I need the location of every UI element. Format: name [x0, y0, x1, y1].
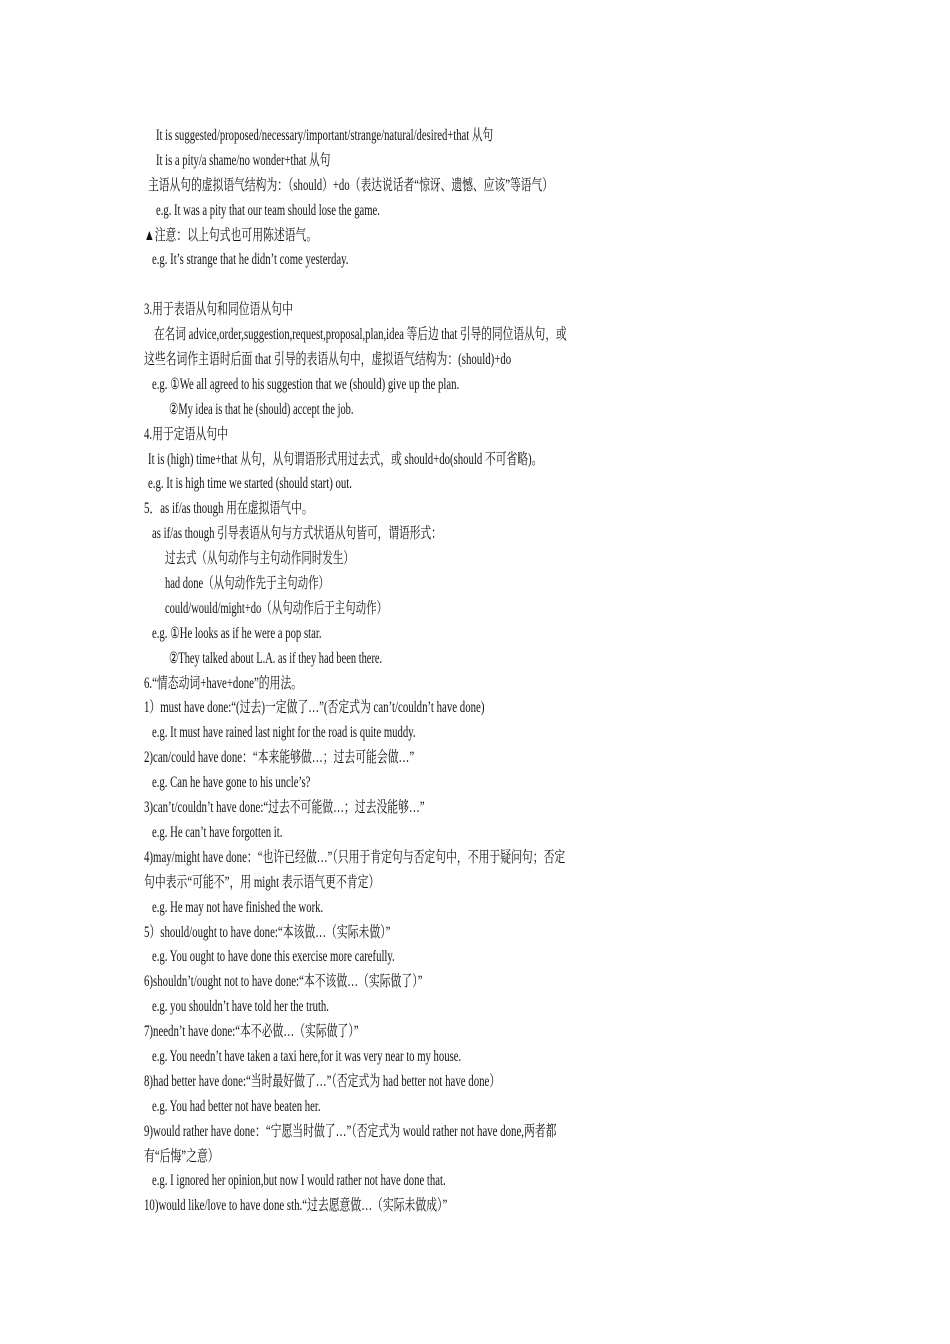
rule-line: 9)would rather have done：“宁愿当时做了…”（否定式为 would rather not have done,两者都 [144, 1122, 557, 1140]
rule-line: 3)can’t/couldn’t have done:“过去不可能做…；过去没能够…” [144, 799, 425, 817]
rule-line: 1）must have done:“(过去)一定做了…”(否定式为 can’t/couldn’t have done) [144, 699, 485, 717]
rule-line: 8)had better have done:“当时最好做了…”（否定式为 had better not have done） [144, 1072, 501, 1090]
text-line: 主语从句的虚拟语气结构为：（should）+do（表达说话者“惊讶、遗憾、应该”等语气） [148, 176, 554, 194]
rule-line: 5）should/ought to have done:“本该做…（实际未做）” [144, 923, 391, 941]
example-line: e.g. You had better not have beaten her. [152, 1097, 321, 1115]
rule-line: 4)may/might have done：“也许已经做…”（只用于肯定句与否定句中，不用于疑问句；否定 [144, 848, 566, 866]
text-line: had done（从句动作先于主句动作） [165, 575, 330, 593]
example-line: e.g. It is high time we started (should start) out. [148, 475, 352, 493]
example-line: e.g. He can’t have forgotten it. [152, 823, 283, 841]
example-line: e.g. Can he have gone to his uncle’s? [152, 774, 311, 792]
blank-line [0, 273, 950, 298]
example-line: e.g. I ignored her opinion,but now I would rather not have done that. [152, 1172, 446, 1190]
example-line: ②They talked about L.A. as if they had been there. [169, 649, 383, 667]
text-line: It is suggested/proposed/necessary/important/strange/natural/desired+that 从句 [156, 127, 494, 144]
rule-line: 10)would like/love to have done sth.“过去愿意做…（实际未做成）” [144, 1197, 448, 1215]
text-line: as if/as though 引导表语从句与方式状语从句皆可，谓语形式： [152, 525, 442, 543]
example-line: e.g. You needn’t have taken a taxi here,for it was very near to my house. [152, 1047, 462, 1065]
document-page [0, 124, 950, 1219]
text-line: It is (high) time+that 从句，从句谓语形式用过去式，或 should+do(should 不可省略)。 [148, 450, 543, 468]
rule-line: 6)shouldn’t/ought not to have done:“本不该做…（实际做了）” [144, 973, 423, 991]
example-line: e.g. You ought to have done this exercise more carefully. [152, 948, 395, 966]
example-line: e.g. you shouldn’t have told her the truth. [152, 998, 329, 1016]
example-line: e.g. ①We all agreed to his suggestion that we (should) give up the plan. [152, 375, 460, 393]
section-heading: 3.用于表语从句和同位语从句中 [144, 301, 293, 319]
example-line: e.g. He may not have finished the work. [152, 898, 324, 916]
text-line: 在名词 advice,order,suggestion,request,proposal,plan,idea 等后边 that 引导的同位语从句，或 [154, 326, 567, 344]
rule-line: 有“后悔”之意） [144, 1147, 219, 1165]
example-line: e.g. It was a pity that our team should lose the game. [156, 201, 380, 219]
text-line: 这些名词作主语时后面 that 引导的表语从句中，虚拟语气结构为：(should)+do [144, 351, 512, 369]
text-line: could/would/might+do（从句动作后于主句动作） [165, 599, 388, 617]
rule-line: 7)needn’t have done:“本不必做…（实际做了）” [144, 1023, 359, 1041]
text-line: 过去式（从句动作与主句动作同时发生） [165, 550, 354, 568]
text-line: It is a pity/a shame/no wonder+that 从句 [156, 151, 331, 169]
example-line: e.g. It’s strange that he didn’t come yesterday. [152, 251, 349, 269]
section-heading: 5．as if/as though 用在虚拟语气中。 [144, 500, 313, 518]
section-heading: 4.用于定语从句中 [144, 425, 228, 443]
example-line: e.g. ①He looks as if he were a pop star. [152, 624, 322, 642]
example-line: e.g. It must have rained last night for the road is quite muddy. [152, 724, 416, 742]
section-heading: 6.“情态动词+have+done”的用法。 [144, 674, 303, 692]
example-line: ②My idea is that he (should) accept the job. [169, 400, 354, 418]
rule-line: 2)can/could have done：“本来能够做…；过去可能会做…” [144, 749, 415, 767]
rule-line: 句中表示“可能不”，用 might 表示语气更不肯定） [144, 873, 380, 891]
note-line: ▲注意：以上句式也可用陈述语气。 [144, 226, 318, 244]
